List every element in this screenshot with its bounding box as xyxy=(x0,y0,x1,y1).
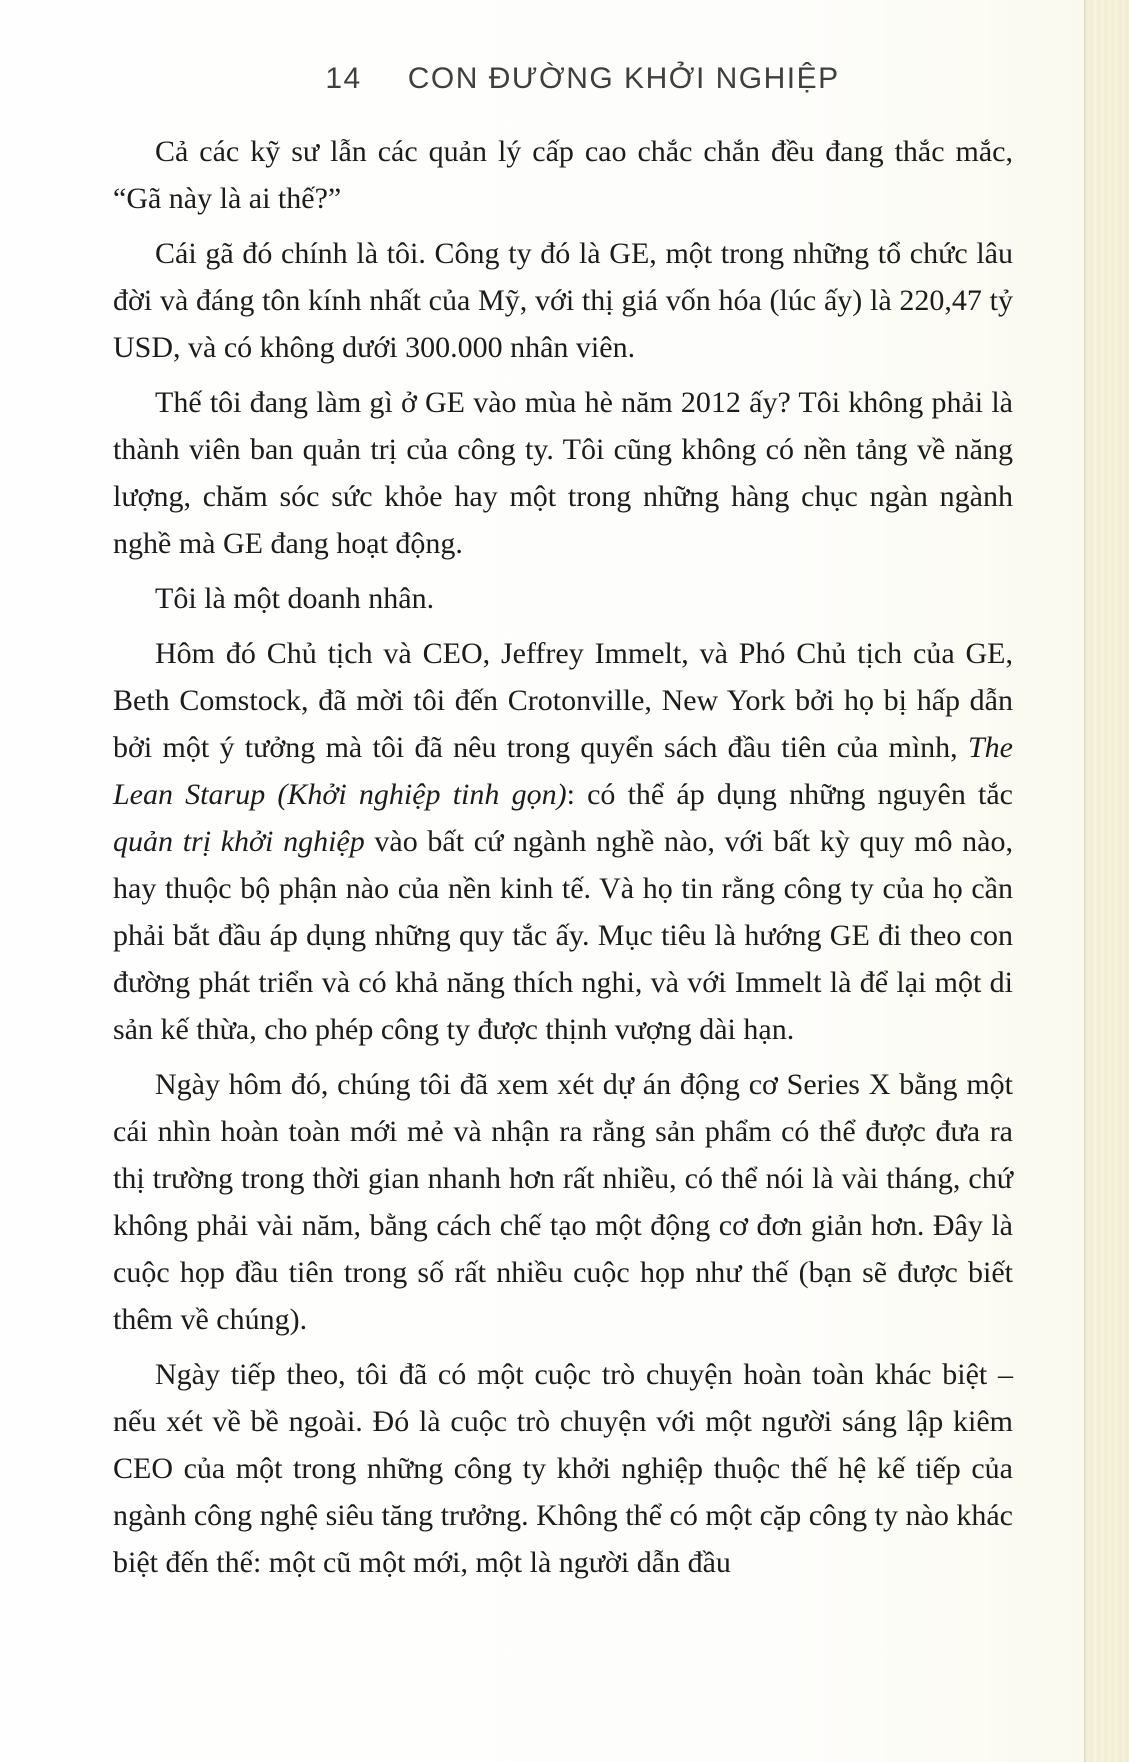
running-header xyxy=(0,62,1129,96)
body-text: Tôi là một doanh nhân. xyxy=(155,582,435,615)
italic-text: The Lean Starup (Khởi nghiệp tinh gọn) xyxy=(113,731,1013,811)
paragraph xyxy=(113,630,1013,1053)
body-text: Cả các kỹ sư lẫn các quản lý cấp cao chắc chắn đều đang thắc mắc, “Gã này là ai thế?” xyxy=(113,135,1013,215)
body-text: Hôm đó Chủ tịch và CEO, Jeffrey Immelt, và Phó Chủ tịch của GE, Beth Comstock, đã mời tôi đến Crotonville, New York bởi họ bị hấp dẫn bởi một ý tưởng mà tôi đã nêu trong quyển sách đầu tiên của mình, xyxy=(113,637,1013,764)
paragraph xyxy=(113,230,1013,371)
running-title: CON ĐƯỜNG KHỞI NGHIỆP xyxy=(407,62,840,95)
paragraph xyxy=(113,1061,1013,1343)
page-body xyxy=(113,128,1013,1594)
italic-text: quản trị khởi nghiệp xyxy=(113,825,365,858)
paragraph xyxy=(113,128,1013,222)
body-text: Cái gã đó chính là tôi. Công ty đó là GE, một trong những tổ chức lâu đời và đáng tôn kính nhất của Mỹ, với thị giá vốn hóa (lúc ấy) là 220,47 tỷ USD, và có không dưới 300.000 nhân viên. xyxy=(113,237,1013,364)
body-text: : có thể áp dụng những nguyên tắc xyxy=(566,778,1013,811)
page-edge-shadow xyxy=(1084,0,1129,1762)
paragraph xyxy=(113,1351,1013,1586)
paragraph xyxy=(113,575,1013,622)
body-text: Ngày hôm đó, chúng tôi đã xem xét dự án động cơ Series X bằng một cái nhìn hoàn toàn mới mẻ và nhận ra rằng sản phẩm có thể được đưa ra thị trường trong thời gian nhanh hơn rất nhiều, có thể nói là vài tháng, chứ không phải vài năm, bằng cách chế tạo một động cơ đơn giản hơn. Đây là cuộc họp đầu tiên trong số rất nhiều cuộc họp như thế (bạn sẽ được biết thêm về chúng). xyxy=(113,1068,1013,1336)
page-number: 14 xyxy=(325,62,362,95)
body-text: Ngày tiếp theo, tôi đã có một cuộc trò chuyện hoàn toàn khác biệt – nếu xét về bề ngoài. Đó là cuộc trò chuyện với một người sáng lập kiêm CEO của một trong những công ty khởi nghiệp thuộc thế hệ kế tiếp của ngành công nghệ siêu tăng trưởng. Không thể có một cặp công ty nào khác biệt đến thế: một cũ một mới, một là người dẫn đầu xyxy=(113,1358,1013,1579)
body-text: Thế tôi đang làm gì ở GE vào mùa hè năm 2012 ấy? Tôi không phải là thành viên ban quản trị của công ty. Tôi cũng không có nền tảng về năng lượng, chăm sóc sức khỏe hay một trong những hàng chục ngàn ngành nghề mà GE đang hoạt động. xyxy=(113,386,1013,560)
body-text: vào bất cứ ngành nghề nào, với bất kỳ quy mô nào, hay thuộc bộ phận nào của nền kinh tế. Và họ tin rằng công ty của họ cần phải bắt đầu áp dụng những quy tắc ấy. Mục tiêu là hướng GE đi theo con đường phát triển và có khả năng thích nghi, và với Immelt là để lại một di sản kế thừa, cho phép công ty được thịnh vượng dài hạn. xyxy=(113,825,1013,1046)
paragraph xyxy=(113,379,1013,567)
